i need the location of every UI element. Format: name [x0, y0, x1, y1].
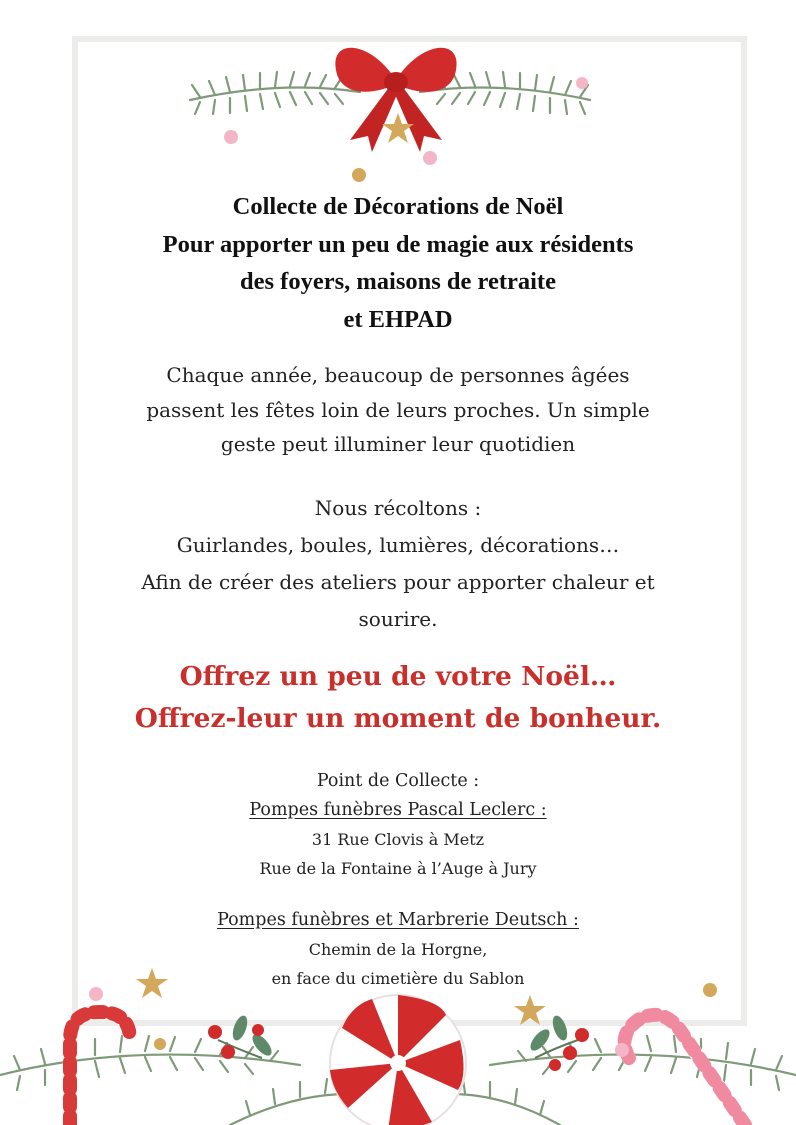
bottom-garland-decoration: [0, 955, 796, 1125]
star-icon: [514, 995, 546, 1025]
title-line: Collecte de Décorations de Noël: [232, 193, 564, 220]
candy-cane-icon: [625, 1015, 745, 1125]
candy-cane-icon: [70, 1012, 130, 1125]
page-title: [80, 188, 716, 338]
company-address: 31 Rue Clovis à Metz: [311, 830, 485, 849]
intro-paragraph: [80, 358, 716, 462]
company-address: Rue de la Fontaine à l’Auge à Jury: [259, 859, 537, 878]
star-icon: [136, 968, 168, 998]
collect-line: sourire.: [358, 607, 438, 631]
company-name: Pompes funèbres Pascal Leclerc :: [249, 800, 547, 820]
title-line: Pour apporter un peu de magie aux résidents: [162, 230, 634, 258]
ornament-dot: [89, 987, 103, 1001]
slogan: [80, 656, 716, 740]
company-name: Pompes funèbres et Marbrerie Deutsch :: [217, 910, 579, 930]
collect-line: Guirlandes, boules, lumières, décorations…: [176, 533, 620, 557]
collection-point-label: Point de Collecte :: [316, 771, 480, 791]
collection-paragraph: [80, 490, 716, 638]
peppermint-candy-icon: [330, 995, 466, 1125]
slogan-line: Offrez un peu de votre Noël…: [179, 661, 617, 692]
intro-line: Chaque année, beaucoup de personnes âgées: [166, 363, 630, 387]
ornament-dot: [703, 983, 717, 997]
holly-berries-icon: [208, 1014, 275, 1059]
intro-line: geste peut illuminer leur quotidien: [220, 432, 576, 456]
title-line: des foyers, maisons de retraite: [240, 268, 556, 295]
ornament-dot: [154, 1038, 166, 1050]
ornament-dot: [352, 168, 366, 182]
top-garland-decoration: [0, 0, 796, 190]
company-address: Chemin de la Horgne,: [308, 940, 488, 959]
ornament-dot: [224, 130, 238, 144]
company-address: en face du cimetière du Sablon: [271, 969, 525, 988]
collect-line: Nous récoltons :: [314, 496, 482, 520]
slogan-line: Offrez-leur un moment de bonheur.: [134, 703, 662, 734]
collect-line: Afin de créer des ateliers pour apporter chaleur et: [141, 570, 655, 594]
ornament-dot: [423, 151, 437, 165]
ornament-dot: [615, 1043, 629, 1057]
title-line: et EHPAD: [343, 305, 453, 333]
ornament-dot: [576, 77, 588, 89]
intro-line: passent les fêtes loin de leurs proches. Un simple: [146, 397, 650, 422]
